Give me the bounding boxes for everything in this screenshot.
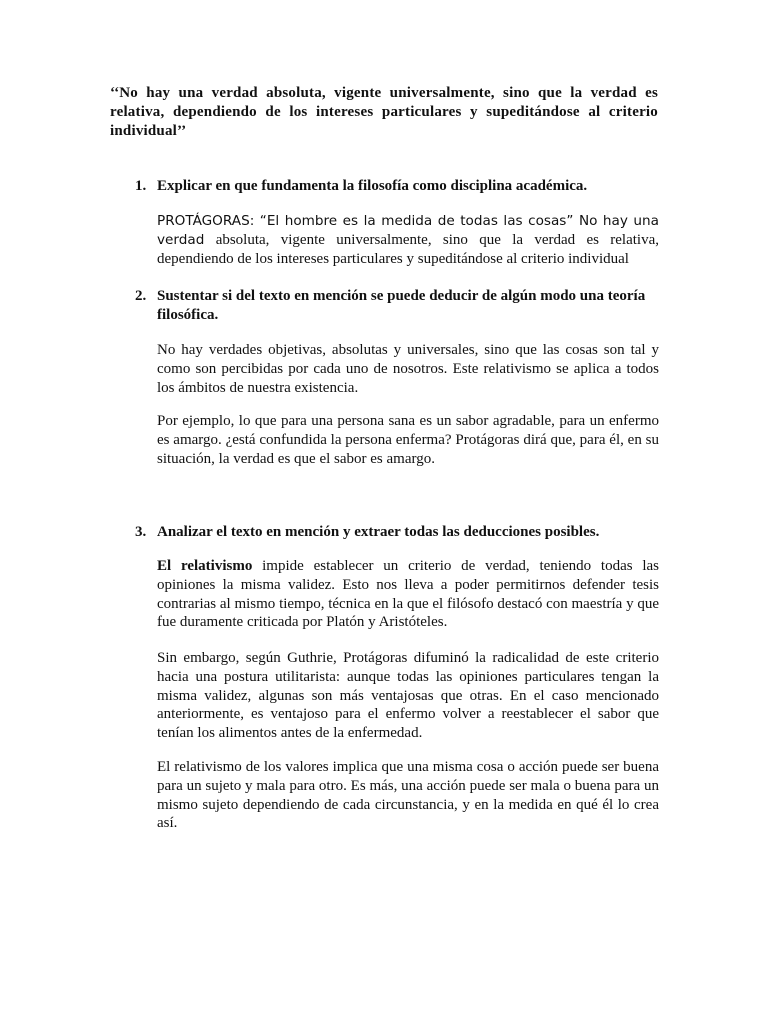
answer-1 — [157, 212, 659, 268]
answer-3-paragraph-1-text: impide establecer un criterio de verdad, teniendo todas las opiniones la misma validez. Esto nos lleva a poder permitirnos defender tesis contrarias al mismo tiempo, técnica en la que el filósofo destacó con maestría y que fue duramente criticada por Platón y Aristóteles. — [157, 558, 660, 631]
question-number: 1. — [135, 178, 147, 194]
answer-2-paragraph-1: No hay verdades objetivas, absolutas y universales, sino que las cosas son tal y como son percibidas por cada uno de nosotros. Este relativismo se aplica a todos los ámbitos de nuestra existencia. — [157, 342, 659, 396]
answer-1-quote-line: PROTÁGORAS: “El hombre es la medida de todas las cosas” No hay una verdad — [157, 213, 659, 248]
question-number: 2. — [135, 288, 147, 304]
question-1 — [135, 177, 659, 196]
answer-2-paragraph-2: Por ejemplo, lo que para una persona sana es un sabor agradable, para un enfermo es amargo. ¿está confundida la persona enferma? Protágoras dirá que, para él, en su situación, la verdad es que el sabor es amargo. — [157, 413, 659, 467]
answer-3-paragraph-3: El relativismo de los valores implica que una misma cosa o acción puede ser buena para un sujeto y mala para otro. Es más, una acción puede ser mala o buena para un mismo sujeto dependiendo de cada circunstancia, y en la medida en qué él lo crea así. — [157, 759, 659, 832]
question-number: 3. — [135, 524, 147, 540]
question-2 — [135, 287, 659, 325]
question-3 — [135, 523, 659, 542]
answer-1-text: absoluta, vigente universalmente, sino que la verdad es relativa, dependiendo de los intereses particulares y supeditándose al criterio individual — [157, 231, 660, 267]
relativismo-term: El relativismo — [157, 558, 253, 574]
question-text: Explicar en que fundamenta la filosofía como disciplina académica. — [157, 178, 588, 194]
answer-3-paragraph-2: Sin embargo, según Guthrie, Protágoras difuminó la radicalidad de este criterio hacia una postura utilitarista: aunque todas las opiniones particulares tengan la misma validez, algunas son más ventajosas que otras. En el caso mencionado anteriormente, es ventajoso para el enfermo volver a reestablecer el sabor que tenían los alimentos antes de la enfermedad. — [157, 650, 659, 742]
answer-3-paragraph-1 — [157, 557, 659, 632]
opening-quote: ‘‘No hay una verdad absoluta, vigente universalmente, sino que la verdad es relativa, dependiendo de los intereses particulares y supeditándose al criterio individual’’ — [110, 85, 658, 139]
question-text: Analizar el texto en mención y extraer todas las deducciones posibles. — [157, 524, 600, 540]
question-text: Sustentar si del texto en mención se puede deducir de algún modo una teoría filosófica. — [157, 288, 646, 323]
